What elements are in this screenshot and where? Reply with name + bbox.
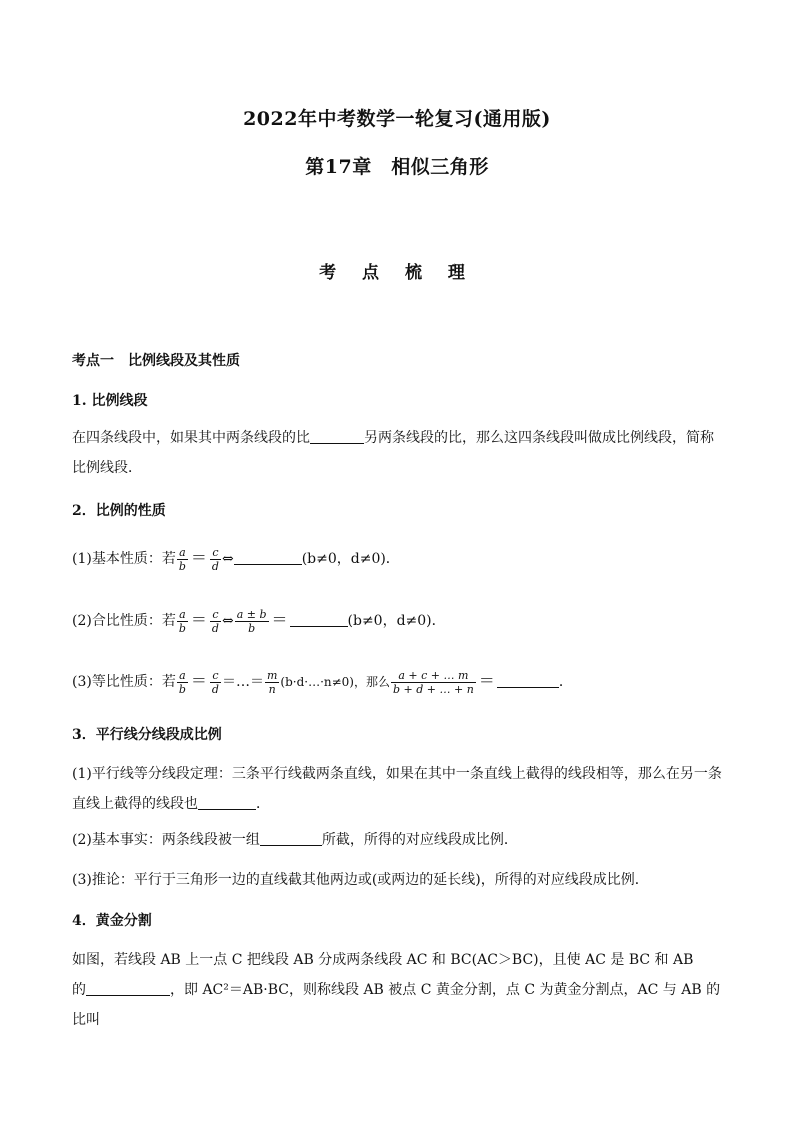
fraction: $\frac{c}{d}$ [211,545,219,573]
paragraph-proportional-segments: 在四条线段中，如果其中两条线段的比 另两条线段的比，那么这四条线段叫做成比例线段，简称 比例线段． [72,430,714,476]
sub-heading-4: 4．黄金分割 [72,913,152,929]
fraction: $\frac{a}{b}$ [178,607,186,635]
sub-heading-2: 2．比例的性质 [72,503,166,519]
answer-blank[interactable] [290,612,348,627]
answer-blank[interactable] [234,550,302,565]
fraction: $\frac{m}{n}$ [266,668,278,696]
fraction: $\frac{a + c + \dots m}{b + d + \dots + n}$ [392,668,474,696]
answer-blank[interactable] [310,429,364,444]
paragraph-corollary: (3)推论：平行于三角形一边的直线截其他两边或(或两边的延长线)，所得的对应线段成比例． [72,872,649,888]
property-equal-ratio: (3)等比性质：若 $\frac{a}{b}$ ＝ $\frac{c}{d}$ ＝…＝ $\frac{m}{n}$ (b·d·…·n≠0)，那么 $\frac{a + c + \dots m}{b + d + \dots + n}$ ＝ ． [72,668,573,696]
property-basic: (1)基本性质：若 $\frac{a}{b}$ ＝ $\frac{c}{d}$ ⇔ (b≠0，d≠0)． [72,545,400,573]
answer-blank[interactable] [497,673,559,688]
answer-blank[interactable] [86,981,170,996]
sub-heading-3: 3．平行线分线段成比例 [72,727,222,743]
section-subtitle: 考 点 梳 理 [319,263,475,283]
document-title: 2022年中考数学一轮复习(通用版) [243,108,551,130]
answer-blank[interactable] [198,795,256,810]
answer-blank[interactable] [260,831,322,846]
paragraph-parallel-theorem: (1)平行线等分线段定理：三条平行线截两条直线，如果在其中一条直线上截得的线段相等，那么在另一条 直线上截得的线段也 ． [72,766,722,812]
chapter-title: 第17章 相似三角形 [305,156,489,178]
sub-heading-1: 1. 比例线段 [72,393,148,409]
fraction: $\frac{a}{b}$ [178,668,186,696]
property-addition: (2)合比性质：若 $\frac{a}{b}$ ＝ $\frac{c}{d}$ ⇔ $\frac{a \pm b}{b}$ ＝ (b≠0，d≠0)． [72,607,446,635]
paragraph-basic-fact: (2)基本事实：两条线段被一组 所截，所得的对应线段成比例． [72,832,518,848]
paragraph-golden-section: 如图，若线段 AB 上一点 C 把线段 AB 分成两条线段 AC 和 BC(AC＞BC)，且使 AC 是 BC 和 AB 的 ，即 AC²＝AB·BC，则称线段 AB 被点 C 黄金分割，点 C 为黄金分割点，AC 与 AB 的比叫 [72,952,721,1028]
fraction: $\frac{c}{d}$ [211,607,219,635]
fraction: $\frac{a \pm b}{b}$ [236,607,267,635]
section-heading: 考点一 比例线段及其性质 [72,353,240,369]
fraction: $\frac{c}{d}$ [211,668,219,696]
fraction: $\frac{a}{b}$ [178,545,186,573]
